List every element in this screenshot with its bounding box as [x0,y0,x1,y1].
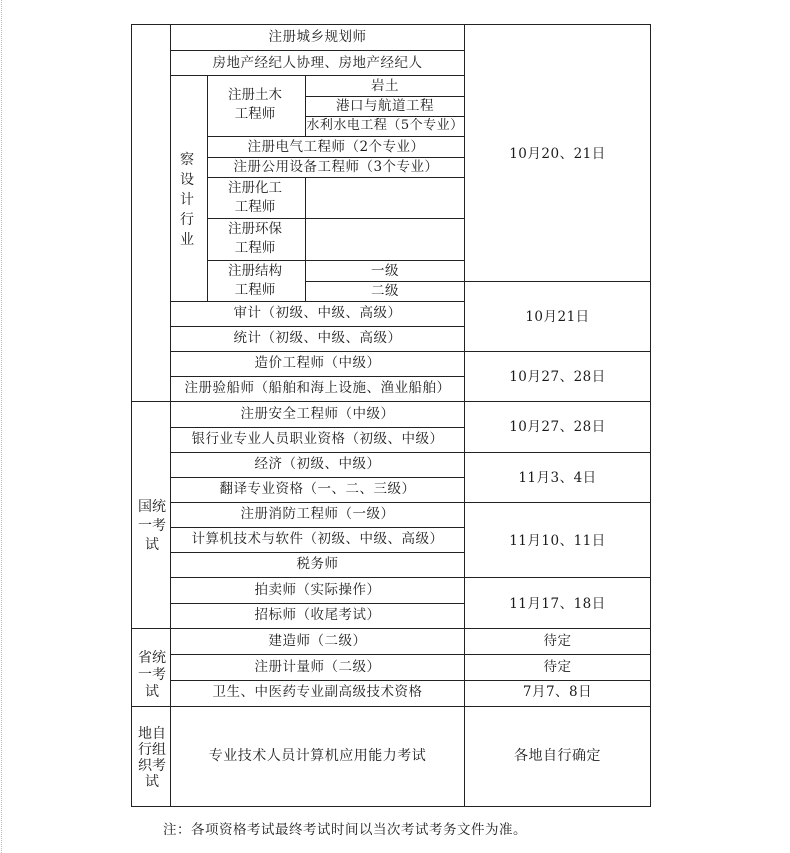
exam-row: 银行业专业人员职业资格（初级、中级） [191,431,444,447]
category-guotong: 国统一考试 [138,499,166,553]
exam-date: 各地自行确定 [514,748,601,764]
exam-row: 岩土 [371,78,399,94]
exam-row: 税务师 [296,556,339,572]
subcategory-jiegou: 注册结构工程师 [228,263,282,298]
exam-date: 10月27、28日 [509,419,606,435]
exam-row: 专业技术人员计算机应用能力考试 [208,748,427,764]
exam-row: 港口与航道工程 [336,98,434,114]
exam-date: 待定 [543,633,572,649]
exam-row: 造价工程师（中级） [254,355,381,371]
exam-date: 11月17、18日 [509,596,606,612]
exam-row: 注册消防工程师（一级） [240,506,395,522]
exam-date: 7月7、8日 [522,684,593,700]
footnote: 注：各项资格考试最终考试时间以当次考试考务文件为准。 [163,822,527,838]
category-shengtong: 省统一考试 [138,650,166,700]
page-edge-marks [1,0,2,853]
exam-row: 注册验船师（船舶和海上设施、渔业船舶） [184,380,451,396]
subcategory-tumu: 注册土木工程师 [228,87,282,122]
exam-row: 一级 [371,263,399,279]
exam-date: 10月21日 [525,309,590,325]
exam-date: 11月3、4日 [518,470,597,486]
exam-row: 审计（初级、中级、高级） [233,305,402,321]
category-kanchasheji: 察设计行业 [180,152,194,248]
exam-row: 建造师（二级） [268,633,367,649]
exam-date: 10月20、21日 [509,146,606,162]
exam-row: 水利水电工程（5个专业） [306,118,464,133]
exam-row: 二级 [371,283,399,299]
exam-row: 房地产经纪人协理、房地产经纪人 [212,55,423,71]
subcategory-huagong: 注册化工工程师 [228,180,282,215]
exam-row: 注册安全工程师（中级） [240,406,395,422]
exam-row: 计算机技术与软件（初级、中级、高级） [191,531,444,547]
exam-row: 注册公用设备工程师（3个专业） [233,159,439,175]
exam-row: 翻译专业资格（一、二、三级） [219,481,416,497]
exam-row: 注册城乡规划师 [268,29,367,45]
exam-date: 待定 [543,659,572,675]
exam-row: 拍卖师（实际操作） [254,582,381,598]
exam-date: 10月27、28日 [509,369,606,385]
exam-row: 招标师（收尾考试） [254,607,381,623]
exam-row: 注册计量师（二级） [254,659,381,675]
exam-row: 统计（初级、中级、高级） [233,330,402,346]
exam-row: 注册电气工程师（2个专业） [247,139,425,155]
exam-row: 卫生、中医药专业副高级技术资格 [212,684,423,700]
category-dizixing: 地自行组织考试 [138,726,166,790]
subcategory-huanbao: 注册环保工程师 [228,221,282,256]
exam-row: 经济（初级、中级） [254,456,381,472]
exam-date: 11月10、11日 [509,533,606,549]
